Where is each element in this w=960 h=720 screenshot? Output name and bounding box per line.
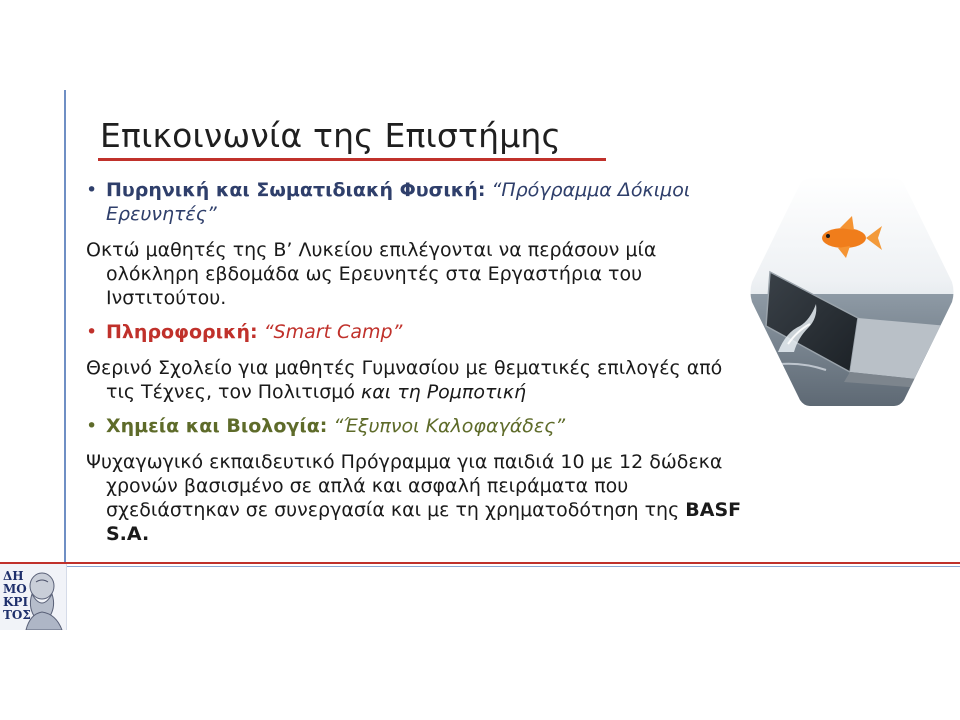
description-physics bbox=[86, 238, 754, 310]
description-text: Ψυχαγωγικό εκπαιδευτικό Πρόγραμμα για παιδιά 10 με 12 δώδεκα χρονών βασισμένο σε απλά και ασφαλή πειράματα που σχεδιάστηκαν σε συνεργασία και με τη χρηματοδότηση της bbox=[86, 451, 723, 521]
bullet-heading: Πληροφορική: bbox=[106, 321, 258, 343]
bust-icon bbox=[0, 564, 66, 630]
footer-red-line bbox=[0, 562, 960, 564]
bullet-dot: • bbox=[86, 179, 98, 201]
bullet-dot: • bbox=[86, 415, 98, 437]
logo-lettering: ΔΗ ΜΟ ΚΡΙ ΤΟΣ bbox=[3, 569, 31, 622]
description-italic-text: και τη Ρομποτική bbox=[361, 381, 527, 403]
description-informatics bbox=[86, 356, 754, 404]
description-bold-text: BASF S.A. bbox=[106, 499, 742, 545]
bullet-program-name: “Smart Camp” bbox=[263, 321, 403, 343]
bullet-program-name: “Πρόγραμμα Δόκιμοι Ερευνητές” bbox=[106, 179, 691, 225]
description-text: Οκτώ μαθητές της Β’ Λυκείου επιλέγονται να περάσουν μία ολόκληρη εβδομάδα ως Ερευνητές στα Εργαστήρια του Ινστιτούτου. bbox=[86, 239, 657, 309]
vertical-rule bbox=[64, 90, 66, 630]
bullet-dot: • bbox=[86, 321, 98, 343]
description-text: Θερινό Σχολείο για μαθητές Γυμνασίου με θεματικές επιλογές από τις Τέχνες, τον Πολιτισμό bbox=[86, 357, 723, 403]
bullet-chemistry bbox=[86, 414, 754, 438]
footer-blue-line bbox=[0, 566, 960, 567]
bullet-informatics bbox=[86, 320, 754, 344]
bullet-heading: Χημεία και Βιολογία: bbox=[106, 415, 328, 437]
goldfish-laptop-hex-image bbox=[748, 176, 956, 408]
slide-content bbox=[86, 178, 754, 556]
bullet-physics bbox=[86, 178, 754, 226]
slide-title: Επικοινωνία της Επιστήμης bbox=[100, 116, 562, 155]
democritus-bust-logo bbox=[0, 564, 67, 630]
bullet-program-name: “Έξυπνοι Καλοφαγάδες” bbox=[333, 415, 566, 437]
title-underline bbox=[98, 158, 606, 161]
bullet-heading: Πυρηνική και Σωματιδιακή Φυσική: bbox=[106, 179, 486, 201]
description-chemistry bbox=[86, 450, 754, 546]
